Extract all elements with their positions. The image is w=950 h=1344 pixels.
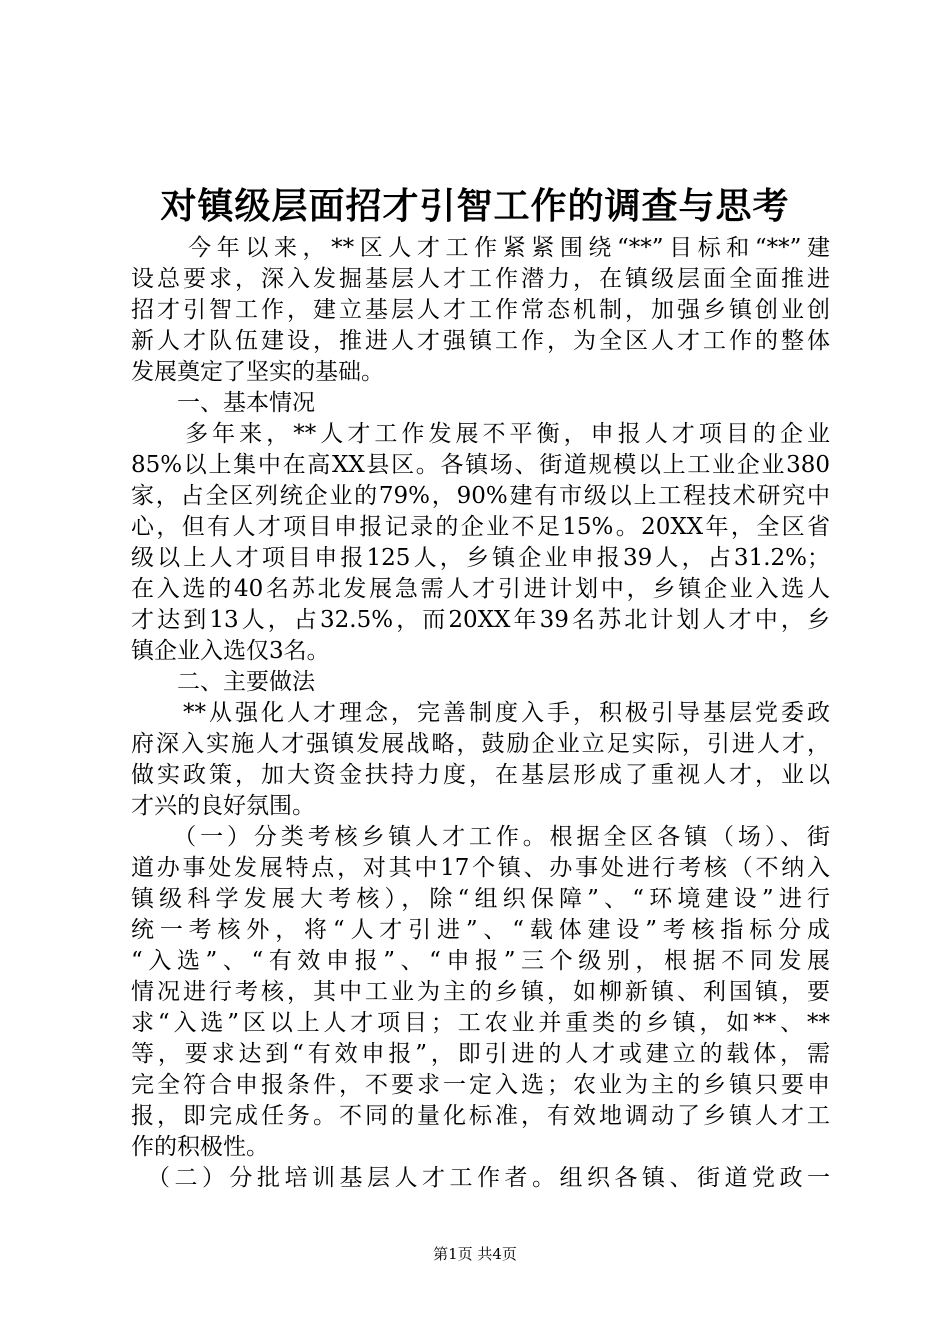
text-line: 等，要求达到“有效申报”，即引进的人才或建立的载体，需 [131, 1041, 830, 1067]
document-title: 对镇级层面招才引智工作的调查与思考 [160, 185, 790, 227]
text-line: 才达到13人，占32.5%，而20XX年39名苏北计划人才中，乡 [131, 607, 830, 633]
text-line: 新人才队伍建设，推进人才强镇工作，为全区人才工作的整体 [131, 328, 830, 354]
text-line: 一、基本情况 [131, 390, 315, 416]
document-body [131, 233, 830, 1194]
text-line: 统一考核外，将“人才引进”、“载体建设”考核指标分成 [131, 917, 830, 943]
text-line: **从强化人才理念，完善制度入手，积极引导基层党委政 [131, 700, 830, 726]
text-line: 报，即完成任务。不同的量化标准，有效地调动了乡镇人才工 [131, 1103, 830, 1129]
text-line: 镇企业入选仅3名。 [131, 638, 330, 664]
text-line: 心，但有人才项目申报记录的企业不足15%。20XX年，全区省 [131, 514, 830, 540]
text-line: 二、主要做法 [131, 669, 315, 695]
text-line: 才兴的良好氛围。 [131, 793, 315, 819]
text-line: 完全符合申报条件，不要求一定入选；农业为主的乡镇只要申 [131, 1072, 830, 1098]
text-line: 85%以上集中在高XX县区。各镇场、街道规模以上工业企业380 [131, 452, 830, 478]
text-line: 设总要求，深入发掘基层人才工作潜力，在镇级层面全面推进 [131, 266, 830, 292]
text-line: 发展奠定了坚实的基础。 [131, 359, 384, 385]
text-line: 级以上人才项目申报125人，乡镇企业申报39人，占31.2%； [131, 545, 830, 571]
text-line: 府深入实施人才强镇发展战略，鼓励企业立足实际，引进人才， [131, 731, 830, 757]
text-line: 做实政策，加大资金扶持力度，在基层形成了重视人才，业以 [131, 762, 830, 788]
text-line: 情况进行考核，其中工业为主的乡镇，如柳新镇、利国镇，要 [131, 979, 830, 1005]
text-line: 今年以来，**区人才工作紧紧围绕“**”目标和“**”建 [131, 235, 830, 261]
text-line: 在入选的40名苏北发展急需人才引进计划中，乡镇企业入选人 [131, 576, 830, 602]
text-line: （二）分批培训基层人才工作者。组织各镇、街道党政一 [131, 1165, 830, 1191]
page-number-footer: 第1页 共4页 [433, 1245, 517, 1263]
text-line: 家，占全区列统企业的79%，90%建有市级以上工程技术研究中 [131, 483, 830, 509]
text-line: 多年来，**人才工作发展不平衡，申报人才项目的企业 [131, 421, 830, 447]
text-line: 作的积极性。 [131, 1134, 269, 1160]
text-line: “入选”、“有效申报”、“申报”三个级别，根据不同发展 [131, 948, 830, 974]
text-line: 道办事处发展特点，对其中17个镇、办事处进行考核（不纳入 [131, 855, 830, 881]
text-line: 镇级科学发展大考核），除“组织保障”、“环境建设”进行 [131, 886, 830, 912]
text-line: （一）分类考核乡镇人才工作。根据全区各镇（场）、街 [131, 824, 830, 850]
text-line: 招才引智工作，建立基层人才工作常态机制，加强乡镇创业创 [131, 297, 830, 323]
text-line: 求“入选”区以上人才项目；工农业并重类的乡镇，如**、** [131, 1010, 830, 1036]
